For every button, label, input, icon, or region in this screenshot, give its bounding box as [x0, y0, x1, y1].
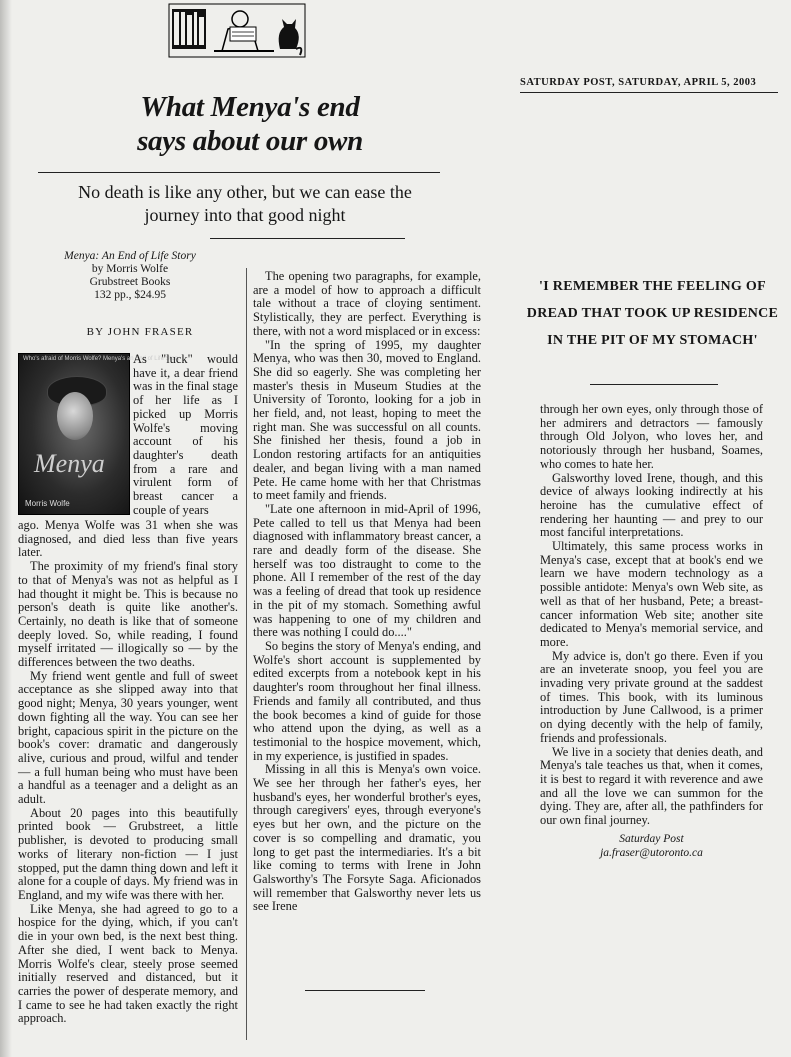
book-publisher: Grubstreet Books [89, 276, 171, 288]
deck: No death is like any other, but we can ease the journey into that good night [78, 182, 412, 225]
dateline: SATURDAY POST, SATURDAY, APRIL 5, 2003 [520, 77, 757, 88]
signoff-publication: Saturday Post [619, 833, 684, 845]
paragraph: We live in a society that denies death, and Menya's tale teaches us that, when it comes, it is best to regard it with reverence and awe and all the love we can summon for the dying. They are, after all, the pathfinders for our own final journey. [540, 744, 763, 828]
column-1-text [18, 519, 238, 1026]
deck-rule [210, 238, 405, 239]
cover-portrait [57, 392, 93, 440]
book-cover-photo [18, 353, 180, 515]
paragraph: As "luck" would have it, a dear friend was in the final stage of her life as I picked up Morris Wolfe's moving account of his daughter's death from a rare and virulent form of breast cancer a couple of years [133, 352, 238, 517]
paragraph: Missing in all this is Menya's own voice. We see her through her father's eyes, her husband's eyes, her wonderful brother's eyes, through caregivers' eyes, through everyone's eyes but her own, and the picture on the cover is so compelling and dramatic, you long to get past the intermediaries. It's a bit like coming to terms with Irene in John Galsworthy's The Forsyte Saga. Aficionados will remember that Galsworthy never lets us see Irene [253, 762, 481, 914]
paragraph: Galsworthy loved Irene, though, and this device of always looking indirectly at his heroine has the cumulative effect of rendering her haunting — and prey to our most fanciful interpretations. [540, 470, 763, 540]
pull-quote: 'I REMEMBER THE FEELING OF DREAD THAT TOOK UP RESIDENCE IN THE PIT OF MY STOMACH' [526, 279, 779, 348]
paragraph: My advice is, don't go there. Even if you are an inveterate snoop, you feel you are invading very private ground at the saddest of times. This book, with its luminous introduction by June Callwood, is a primer on dying decently with the help of family, friends and professionals. [540, 648, 763, 745]
paragraph: So begins the story of Menya's ending, and Wolfe's short account is supplemented by edited excerpts from a notebook kept in his daughter's room throughout her final illness. Friends and family all contributed, and thus the book becomes a kind of guide for those who attend upon the dying, as well as a testimonial to the hospice movement, which, in my experience, is justified in spades. [253, 638, 481, 763]
column-2-text [253, 270, 481, 914]
reading-logo [168, 3, 306, 58]
book-details: 132 pp., $24.95 [94, 289, 166, 301]
paragraph: through her own eyes, only through those of her admirers and detractors — famously through Old Jolyon, who loves her, and notoriously through her husband, Soames, who comes to hate her. [540, 402, 763, 471]
paragraph: About 20 pages into this beautifully printed book — Grubstreet, a little publisher, is devoted to producing small works of literary non-fiction — I just stopped, put the damn thing down and left it alone for a couple of days. My friend was in England, and my wife was there with her. [18, 805, 238, 902]
book-info [40, 250, 220, 302]
paragraph: The proximity of my friend's final story to that of Menya's was not as helpful as I had thought it might be. This is because no person's death is quite like another's. Certainly, no death is like that of someone deeply loved. So, while reading, I found myself irritated — illogically so — by the differences between the two deaths. [18, 559, 238, 670]
column-divider-1 [246, 268, 247, 1040]
book-author: by Morris Wolfe [91, 263, 169, 275]
headline-line-2: says about our own [137, 125, 363, 157]
cover-tagline: Who's afraid of Morris Wolfe? Menya's an End of Life Story [23, 356, 180, 362]
signoff-email: ja.fraser@utoronto.ca [600, 847, 703, 859]
book-title: Menya: An End of Life Story [64, 250, 196, 262]
headline-line-1: What Menya's end [140, 91, 360, 123]
signoff [540, 832, 763, 860]
headline-rule [38, 172, 440, 173]
column-2-end-rule [305, 990, 425, 991]
column-3-text [540, 403, 763, 828]
column-1-wrap-text [133, 353, 238, 517]
paragraph: Like Menya, she had agreed to go to a hospice for the dying, which, if you can't die in your own bed, is the next best thing. After she died, I went back to Menya. Morris Wolfe's clear, steely prose seemed initially reserved and distanced, but it carries the power of desperate memory, and I came to see he had taken exactly the right approach. [18, 901, 238, 1026]
cover-author: Morris Wolfe [25, 499, 70, 508]
paragraph: My friend went gentle and full of sweet acceptance as she slipped away into that good night; Menya, 30 years younger, went down fighting all the way. You can see her bright, capacious spirit in the picture on the book's cover: dramatic and dangerously alive, curious and proud, wilful and tender — a full human being who must have been a handful as a teenager and a delight as an adult. [18, 668, 238, 807]
paragraph: Ultimately, this same process works in Menya's case, except that at book's end we learn we have modern technology as a possible antidote: Menya's own Web site, as well as that of her husband, Pete; a breast-cancer information Web site; another site dedicated to Menya's memorial service, and more. [540, 539, 763, 649]
paragraph: The opening two paragraphs, for example, are a model of how to approach a difficult tale without a trace of cloying sentiment. Stylistically, they are perfect. Everything is there, with not a word misplaced or in excess: [253, 269, 481, 338]
paragraph: "In the spring of 1995, my daughter Menya, who was then 30, moved to England. She did so eagerly. She was completing her master's thesis in Museum Studies at the University of Toronto, looking for a job in her field, and, not least, hoping to meet the right man. She was successful on all counts. She finished her thesis, found a job in London restoring artifacts for an antiquities dealer, and began living with a man named Pete. He came home with her that Christmas to meet family and friends. [253, 337, 481, 503]
byline: BY JOHN FRASER [86, 326, 194, 338]
paragraph: "Late one afternoon in mid-April of 1996, Pete called to tell us that Menya had been diagnosed with inflammatory breast cancer, a rare and deadly form of the disease. She herself was too distraught to come to the phone. All I remember of the rest of the day was a feeling of dread that took up residence in the pit of my stomach. Something awful was happening to one of my children and there was nothing I could do...." [253, 501, 481, 640]
reader-cat-illustration [168, 3, 306, 58]
paragraph: ago. Menya Wolfe was 31 when she was diagnosed, and died less than five years later. [18, 518, 238, 560]
page-edge-shadow [0, 0, 12, 1057]
headline [60, 90, 440, 158]
pull-quote-rule [590, 384, 718, 385]
cover-title: Menya [34, 449, 105, 478]
dateline-rule [520, 92, 778, 93]
